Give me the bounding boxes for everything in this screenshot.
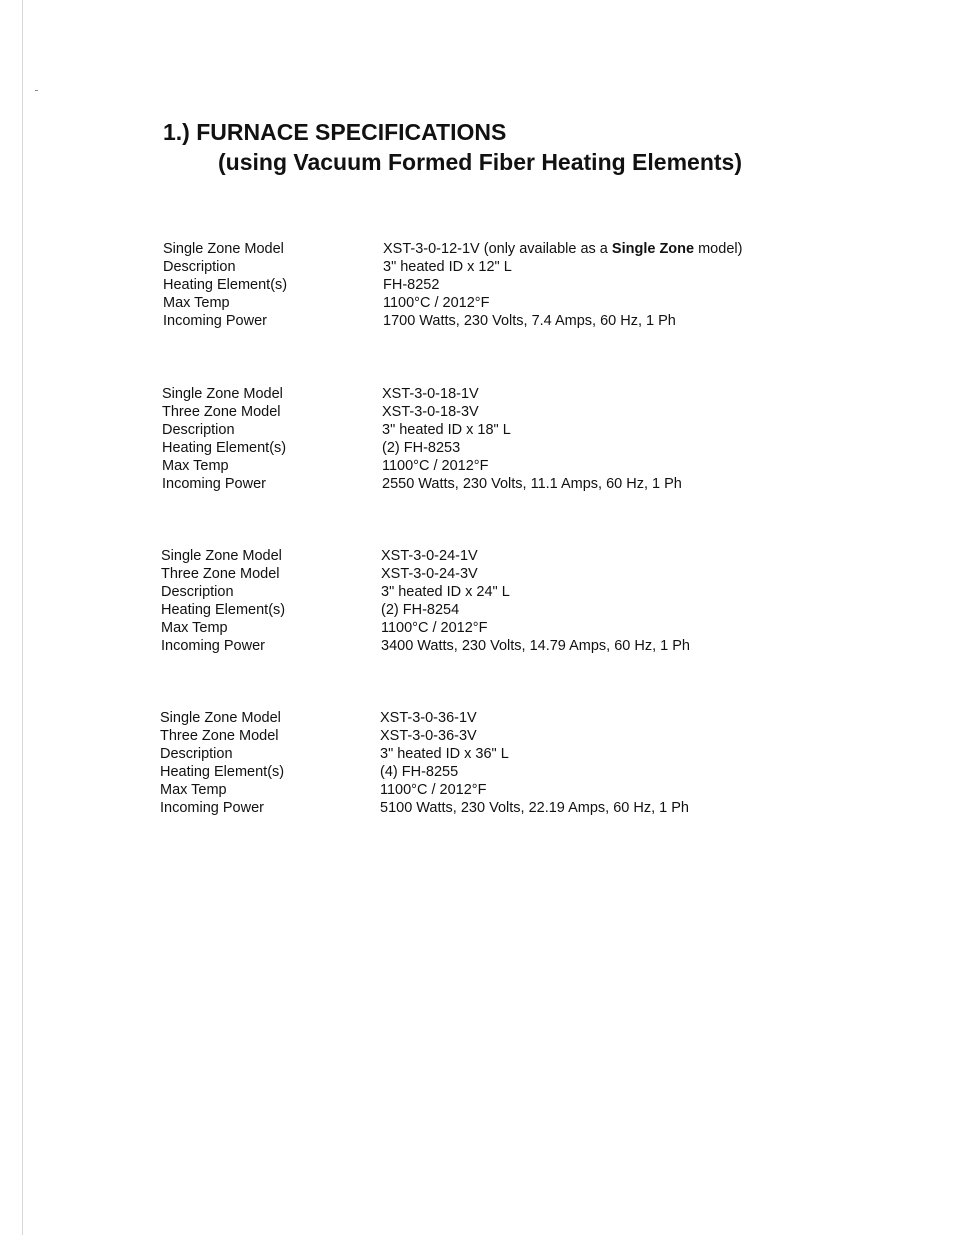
spec-block-24in: [161, 547, 821, 655]
spec-label: Heating Element(s): [161, 602, 286, 618]
spec-value-text: model): [694, 241, 743, 257]
spec-label: Single Zone Model: [161, 548, 282, 564]
spec-row: [161, 583, 821, 601]
spec-value: 3" heated ID x 12" L: [383, 259, 512, 275]
scan-mark: [35, 90, 38, 91]
spec-label: Three Zone Model: [162, 404, 281, 420]
spec-row: [162, 439, 822, 457]
spec-row: [160, 799, 820, 817]
spec-label: Incoming Power: [163, 313, 267, 329]
spec-row: [163, 294, 823, 312]
spec-label: Three Zone Model: [161, 566, 280, 582]
spec-value: 3" heated ID x 18" L: [382, 422, 511, 438]
spec-label: Max Temp: [161, 620, 228, 636]
spec-value: 3" heated ID x 24" L: [381, 584, 510, 600]
spec-value: [383, 240, 742, 258]
spec-value: FH-8252: [383, 277, 440, 293]
spec-value: 1100°C / 2012°F: [383, 295, 490, 311]
spec-label: Max Temp: [160, 782, 227, 798]
spec-row: [160, 745, 820, 763]
spec-row: [160, 727, 820, 745]
title-line-1: 1.) FURNACE SPECIFICATIONS: [163, 119, 507, 145]
spec-label: Heating Element(s): [160, 764, 285, 780]
spec-row: [161, 601, 821, 619]
spec-row: [160, 781, 820, 799]
spec-row: [162, 385, 822, 403]
spec-value: XST-3-0-36-1V: [380, 710, 477, 726]
spec-row: [161, 619, 821, 637]
page-edge-line: [22, 0, 23, 1235]
spec-value: 1100°C / 2012°F: [380, 782, 487, 798]
spec-value: XST-3-0-18-1V: [382, 386, 479, 402]
spec-row: [162, 457, 822, 475]
spec-value: XST-3-0-18-3V: [382, 404, 479, 420]
spec-label: Heating Element(s): [163, 277, 288, 293]
spec-label: Description: [161, 584, 234, 600]
spec-value: XST-3-0-24-1V: [381, 548, 478, 564]
spec-label: Incoming Power: [162, 476, 266, 492]
spec-label: Max Temp: [162, 458, 229, 474]
spec-label: Incoming Power: [160, 800, 264, 816]
spec-value: 3400 Watts, 230 Volts, 14.79 Amps, 60 Hz, 1 Ph: [381, 638, 690, 654]
title-line-2: (using Vacuum Formed Fiber Heating Elements): [218, 149, 742, 175]
spec-row: [161, 565, 821, 583]
spec-value: XST-3-0-24-3V: [381, 566, 478, 582]
spec-block-12in: [163, 240, 823, 330]
spec-value: XST-3-0-36-3V: [380, 728, 477, 744]
spec-value: (2) FH-8253: [382, 440, 461, 456]
spec-label: Single Zone Model: [160, 710, 281, 726]
spec-row: [163, 258, 823, 276]
spec-row: [163, 240, 823, 258]
spec-label: Single Zone Model: [163, 241, 284, 257]
spec-value-emphasis: Single Zone: [611, 241, 695, 257]
spec-row: [163, 312, 823, 330]
spec-value: 1700 Watts, 230 Volts, 7.4 Amps, 60 Hz, 1 Ph: [383, 313, 676, 329]
spec-row: [163, 276, 823, 294]
spec-value: 1100°C / 2012°F: [382, 458, 489, 474]
spec-value: 5100 Watts, 230 Volts, 22.19 Amps, 60 Hz, 1 Ph: [380, 800, 689, 816]
spec-value: (2) FH-8254: [381, 602, 460, 618]
spec-row: [162, 421, 822, 439]
spec-row: [162, 475, 822, 493]
page-title: [163, 117, 742, 177]
spec-row: [160, 763, 820, 781]
spec-value-text: XST-3-0-12-1V (only available as a: [383, 241, 612, 257]
spec-value: 2550 Watts, 230 Volts, 11.1 Amps, 60 Hz, 1 Ph: [382, 476, 682, 492]
spec-label: Description: [160, 746, 233, 762]
spec-label: Three Zone Model: [160, 728, 279, 744]
spec-label: Heating Element(s): [162, 440, 287, 456]
spec-label: Description: [163, 259, 236, 275]
spec-value: (4) FH-8255: [380, 764, 459, 780]
spec-block-18in: [162, 385, 822, 493]
spec-value: 3" heated ID x 36" L: [380, 746, 509, 762]
spec-row: [160, 709, 820, 727]
spec-row: [162, 403, 822, 421]
spec-row: [161, 547, 821, 565]
spec-block-36in: [160, 709, 820, 817]
spec-label: Incoming Power: [161, 638, 265, 654]
spec-label: Single Zone Model: [162, 386, 283, 402]
spec-value: 1100°C / 2012°F: [381, 620, 488, 636]
spec-label: Max Temp: [163, 295, 230, 311]
spec-label: Description: [162, 422, 235, 438]
spec-row: [161, 637, 821, 655]
